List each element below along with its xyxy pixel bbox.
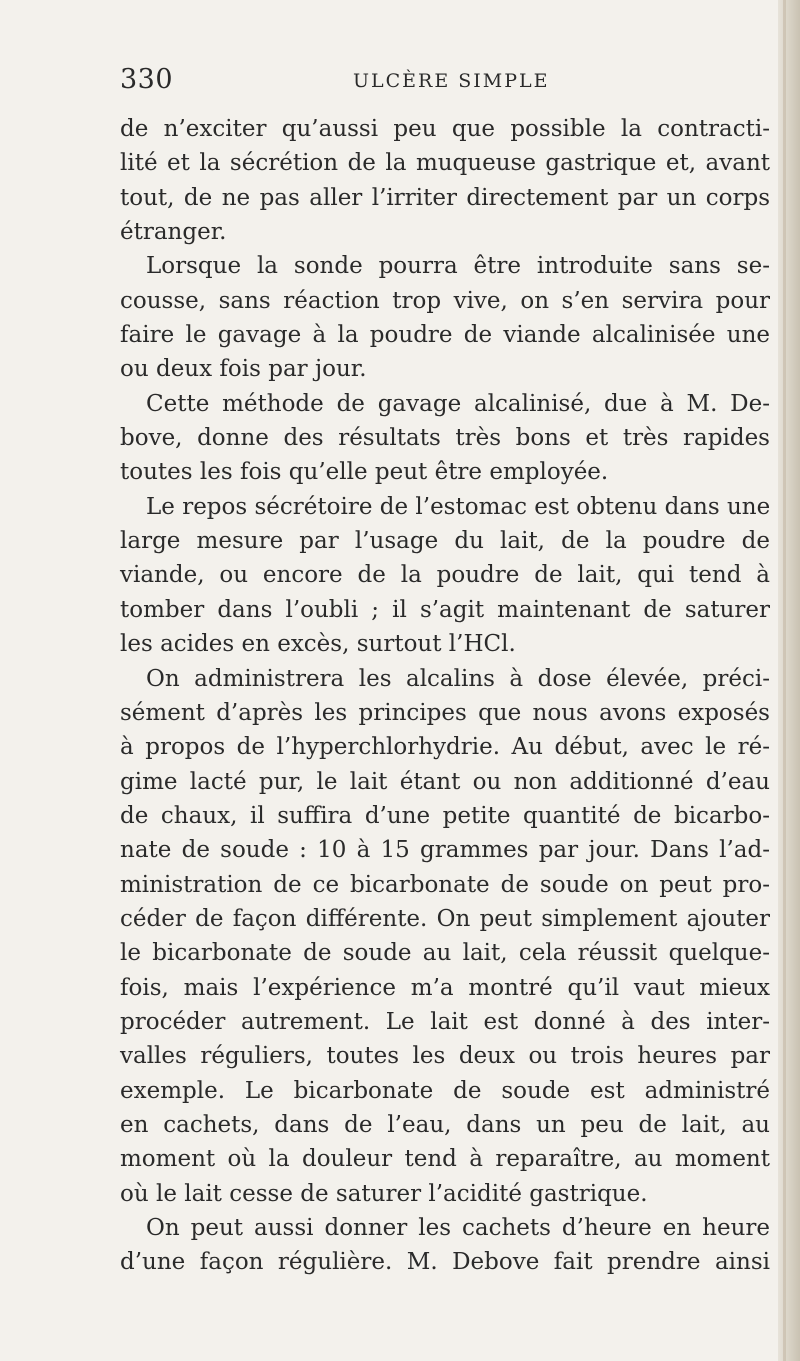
text-line: de chaux, il suffira d’une petite quantité de bicarbo- <box>120 802 770 829</box>
text-line: procéder autrement. Le lait est donné à des inter- <box>120 1008 770 1035</box>
body-text <box>120 112 770 1280</box>
text-line: viande, ou encore de la poudre de lait, qui tend à <box>120 562 770 589</box>
page-edge-shadow <box>778 0 800 1361</box>
text-line: Le repos sécrétoire de l’estomac est obtenu dans une <box>146 493 771 520</box>
text-line: valles réguliers, toutes les deux ou trois heures par <box>120 1043 770 1070</box>
text-line: Lorsque la sonde pourra être introduite sans se- <box>146 253 770 280</box>
text-line: ou deux fois par jour. <box>120 356 367 383</box>
text-line: sément d’après les principes que nous avons exposés <box>120 699 770 726</box>
text-line: tout, de ne pas aller l’irriter directement par un corps <box>120 184 770 211</box>
text-line: bove, donne des résultats très bons et très rapides <box>120 425 770 452</box>
text-line: où le lait cesse de saturer l’acidité gastrique. <box>120 1180 648 1207</box>
text-line: fois, mais l’expérience m’a montré qu’il vaut mieux <box>120 974 770 1001</box>
page-number: 330 <box>120 64 174 95</box>
text-line: gime lacté pur, le lait étant ou non additionné d’eau <box>120 768 770 795</box>
page-header <box>120 62 770 102</box>
text-line: large mesure par l’usage du lait, de la poudre de <box>120 528 770 555</box>
text-line: en cachets, dans de l’eau, dans un peu de lait, au <box>120 1111 770 1138</box>
text-line: à propos de l’hyperchlorhydrie. Au début, avec le ré- <box>120 734 770 761</box>
page-binding-edge <box>783 0 786 1361</box>
text-line: d’une façon régulière. M. Debove fait prendre ainsi <box>120 1249 770 1276</box>
text-line: exemple. Le bicarbonate de soude est administré <box>120 1077 770 1104</box>
text-line: moment où la douleur tend à reparaître, au moment <box>120 1146 770 1173</box>
text-line: On administrera les alcalins à dose élevée, préci- <box>146 665 770 692</box>
text-line: le bicarbonate de soude au lait, cela réussit quelque- <box>120 940 770 967</box>
text-line: lité et la sécrétion de la muqueuse gastrique et, avant <box>120 150 770 177</box>
text-line: cousse, sans réaction trop vive, on s’en servira pour <box>120 287 770 314</box>
text-line: de n’exciter qu’aussi peu que possible la contracti- <box>120 116 770 142</box>
text-line: les acides en excès, surtout l’HCl. <box>120 631 516 658</box>
text-line: Cette méthode de gavage alcalinisé, due à M. De- <box>146 390 770 417</box>
text-line: On peut aussi donner les cachets d’heure en heure <box>146 1215 770 1241</box>
text-line: étranger. <box>120 219 227 246</box>
text-line: faire le gavage à la poudre de viande alcalinisée une <box>120 322 770 349</box>
text-line: nate de soude : 10 à 15 grammes par jour. Dans l’ad- <box>120 837 770 864</box>
text-line: tomber dans l’oubli ; il s’agit maintenant de saturer <box>120 596 770 623</box>
text-line: toutes les fois qu’elle peut être employée. <box>120 459 609 486</box>
text-line: ministration de ce bicarbonate de soude on peut pro- <box>120 871 770 898</box>
running-title: ULCÈRE SIMPLE <box>353 70 550 92</box>
text-line: céder de façon différente. On peut simplement ajouter <box>120 905 770 932</box>
